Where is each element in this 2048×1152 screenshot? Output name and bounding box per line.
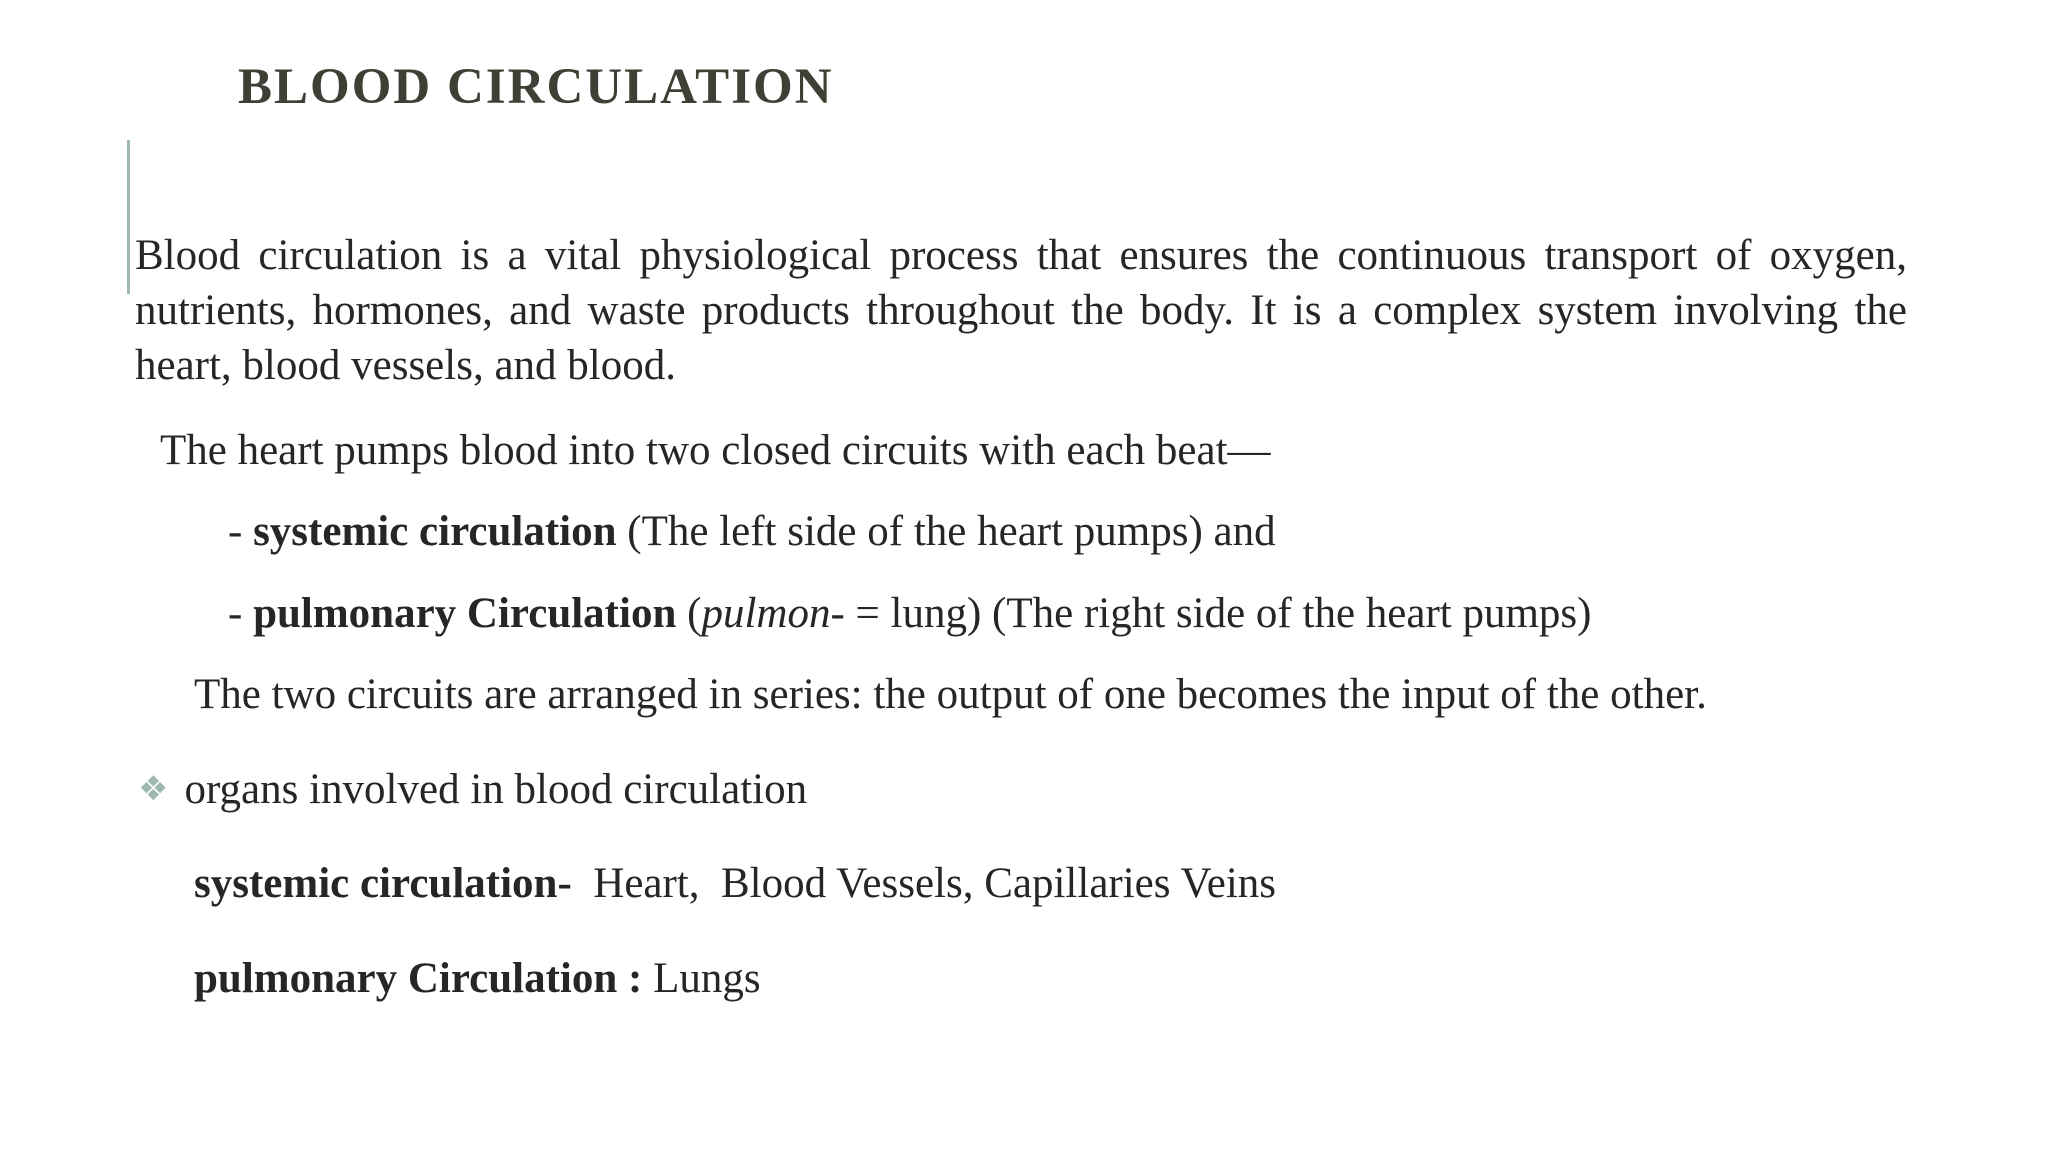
- systemic-desc: (The left side of the heart pumps) and: [616, 508, 1276, 555]
- pulmonary-italic: pulmon-: [701, 590, 845, 637]
- organs-pulmonary-term: pulmonary Circulation :: [194, 955, 643, 1002]
- series-line: The two circuits are arranged in series: the output of one becomes the input of the other.: [194, 671, 1707, 718]
- systemic-term: systemic circulation: [253, 508, 617, 555]
- pulmonary-desc: = lung) (The right side of the heart pumps): [844, 590, 1592, 637]
- organs-heading-text: organs involved in blood circulation: [184, 766, 808, 813]
- organs-systemic-desc: Heart, Blood Vessels, Capillaries Veins: [571, 860, 1277, 907]
- pulmonary-term: pulmonary Circulation: [253, 590, 677, 637]
- pulmonary-open: (: [676, 590, 702, 637]
- accent-bar: [127, 140, 130, 294]
- pulmonary-dash: -: [228, 590, 254, 637]
- organs-pulmonary-line: [194, 951, 761, 1006]
- pulmonary-circulation-line: [228, 586, 1591, 641]
- slide-title: BLOOD CIRCULATION: [238, 59, 834, 115]
- organs-heading: [138, 762, 807, 817]
- intro-paragraph: Blood circulation is a vital physiological process that ensures the continuous transport of oxygen, nutrients, hormones, and waste products throughout the body. It is a complex system involving the heart, blood vessels, and blood.: [135, 232, 1907, 389]
- organs-systemic-term: systemic circulation-: [194, 860, 572, 907]
- systemic-dash: -: [228, 508, 254, 555]
- systemic-circulation-line: [228, 504, 1276, 559]
- four-diamond-bullet-icon: ❖: [138, 769, 169, 809]
- heart-pumps-line: The heart pumps blood into two closed circuits with each beat—: [160, 427, 1271, 474]
- organs-systemic-line: [194, 856, 1276, 911]
- organs-pulmonary-desc: Lungs: [642, 955, 761, 1002]
